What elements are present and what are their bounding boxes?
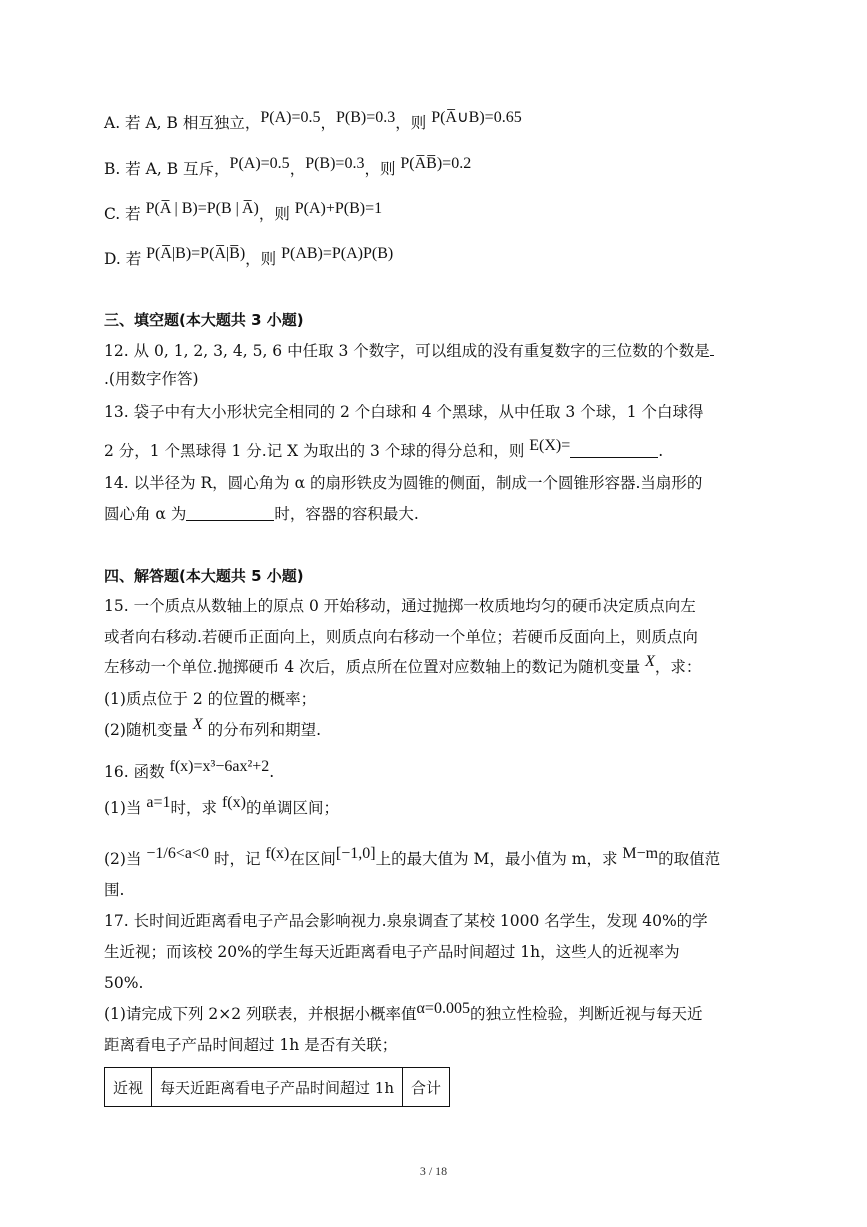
question-17-sub-1-line-2: 距离看电子产品时间超过 1h 是否有关联； <box>104 1036 398 1054</box>
question-14-line-1: 14. 以半径为 R，圆心角为 α 的扇形铁皮为圆锥的侧面，制成一个圆锥形容器.当扇形的 <box>104 474 703 492</box>
question-13-line-1: 13. 袋子中有大小形状完全相同的 2 个白球和 4 个黑球，从中任取 3 个球，1 个白球得 <box>104 403 704 421</box>
option-c: C. 若 P(A̅ | B)=P(B | A̅)，则 P(A)+P(B)=1 <box>104 200 383 223</box>
question-13-line-2: 2 分，1 个黑球得 1 分.记 X 为取出的 3 个球的得分总和，则 E(X)= . <box>104 437 664 460</box>
question-17-sub-1: (1)请完成下列 2×2 列联表，并根据小概率值α=0.005的独立性检验，判断近视与每天近 <box>104 1000 703 1023</box>
question-12-line-2: .(用数字作答) <box>104 370 199 388</box>
question-15-line-3: 左移动一个单位.抛掷硬币 4 次后，质点所在位置对应数轴上的数记为随机变量 X，求： <box>104 653 702 676</box>
question-17-line-3: 50%. <box>104 974 144 992</box>
section-4-title: 四、解答题(本大题共 5 小题) <box>104 567 304 585</box>
question-15-sub-1: (1)质点位于 2 的位置的概率； <box>104 690 317 708</box>
contingency-table <box>104 1067 450 1107</box>
question-17-line-1: 17. 长时间近距离看电子产品会影响视力.泉泉调查了某校 1000 名学生，发现 40%的学 <box>104 912 708 930</box>
answer-blank-13[interactable] <box>570 441 658 458</box>
question-15-line-2: 或者向右移动.若硬币正面向上，则质点向右移动一个单位；若硬币反面向上，则质点向 <box>104 628 698 646</box>
question-16-sub-1: (1)当 a=1时，求 f(x)的单调区间； <box>104 794 339 817</box>
table-header-myopia: 近视 <box>105 1068 152 1107</box>
question-14-line-2: 圆心角 α 为 时，容器的容积最大. <box>104 505 419 523</box>
question-16-sub-2: (2)当 −1/6<a<0 时，记 f(x)在区间[−1,0]上的最大值为 M，最小值为 m，求 M−m的取值范 <box>104 845 721 868</box>
answer-blank-14[interactable] <box>186 504 274 521</box>
section-3-title: 三、填空题(本大题共 3 小题) <box>104 311 304 329</box>
question-12-line-1: 12. 从 0, 1, 2, 3, 4, 5, 6 中任取 3 个数字，可以组成的没有重复数字的三位数的个数是 <box>104 340 714 362</box>
question-16-sub-2-line-2: 围. <box>104 881 125 899</box>
question-15-line-1: 15. 一个质点从数轴上的原点 0 开始移动，通过抛掷一枚质地均匀的硬币决定质点向左 <box>104 597 696 615</box>
option-b: B. 若 A, B 互斥，P(A)=0.5，P(B)=0.3，则 P(A̅B̅)=0.2 <box>104 155 472 178</box>
table-header-total: 合计 <box>403 1068 450 1107</box>
option-d: D. 若 P(A̅|B)=P(A̅|B̅)，则 P(AB)=P(A)P(B) <box>104 245 394 268</box>
table-header-screen-time: 每天近距离看电子产品时间超过 1h <box>152 1068 403 1107</box>
table-row <box>105 1068 450 1107</box>
question-17-line-2: 生近视；而该校 20%的学生每天近距离看电子产品时间超过 1h，这些人的近视率为 <box>104 943 680 961</box>
option-a: A. 若 A, B 相互独立，P(A)=0.5，P(B)=0.3，则 P(A̅∪B)=0.65 <box>104 109 522 132</box>
page-number: 3 / 18 <box>419 1164 448 1178</box>
question-16-stem: 16. 函数 f(x)=x³−6ax²+2. <box>104 758 275 781</box>
question-15-sub-2: (2)随机变量 X 的分布列和期望. <box>104 716 322 739</box>
